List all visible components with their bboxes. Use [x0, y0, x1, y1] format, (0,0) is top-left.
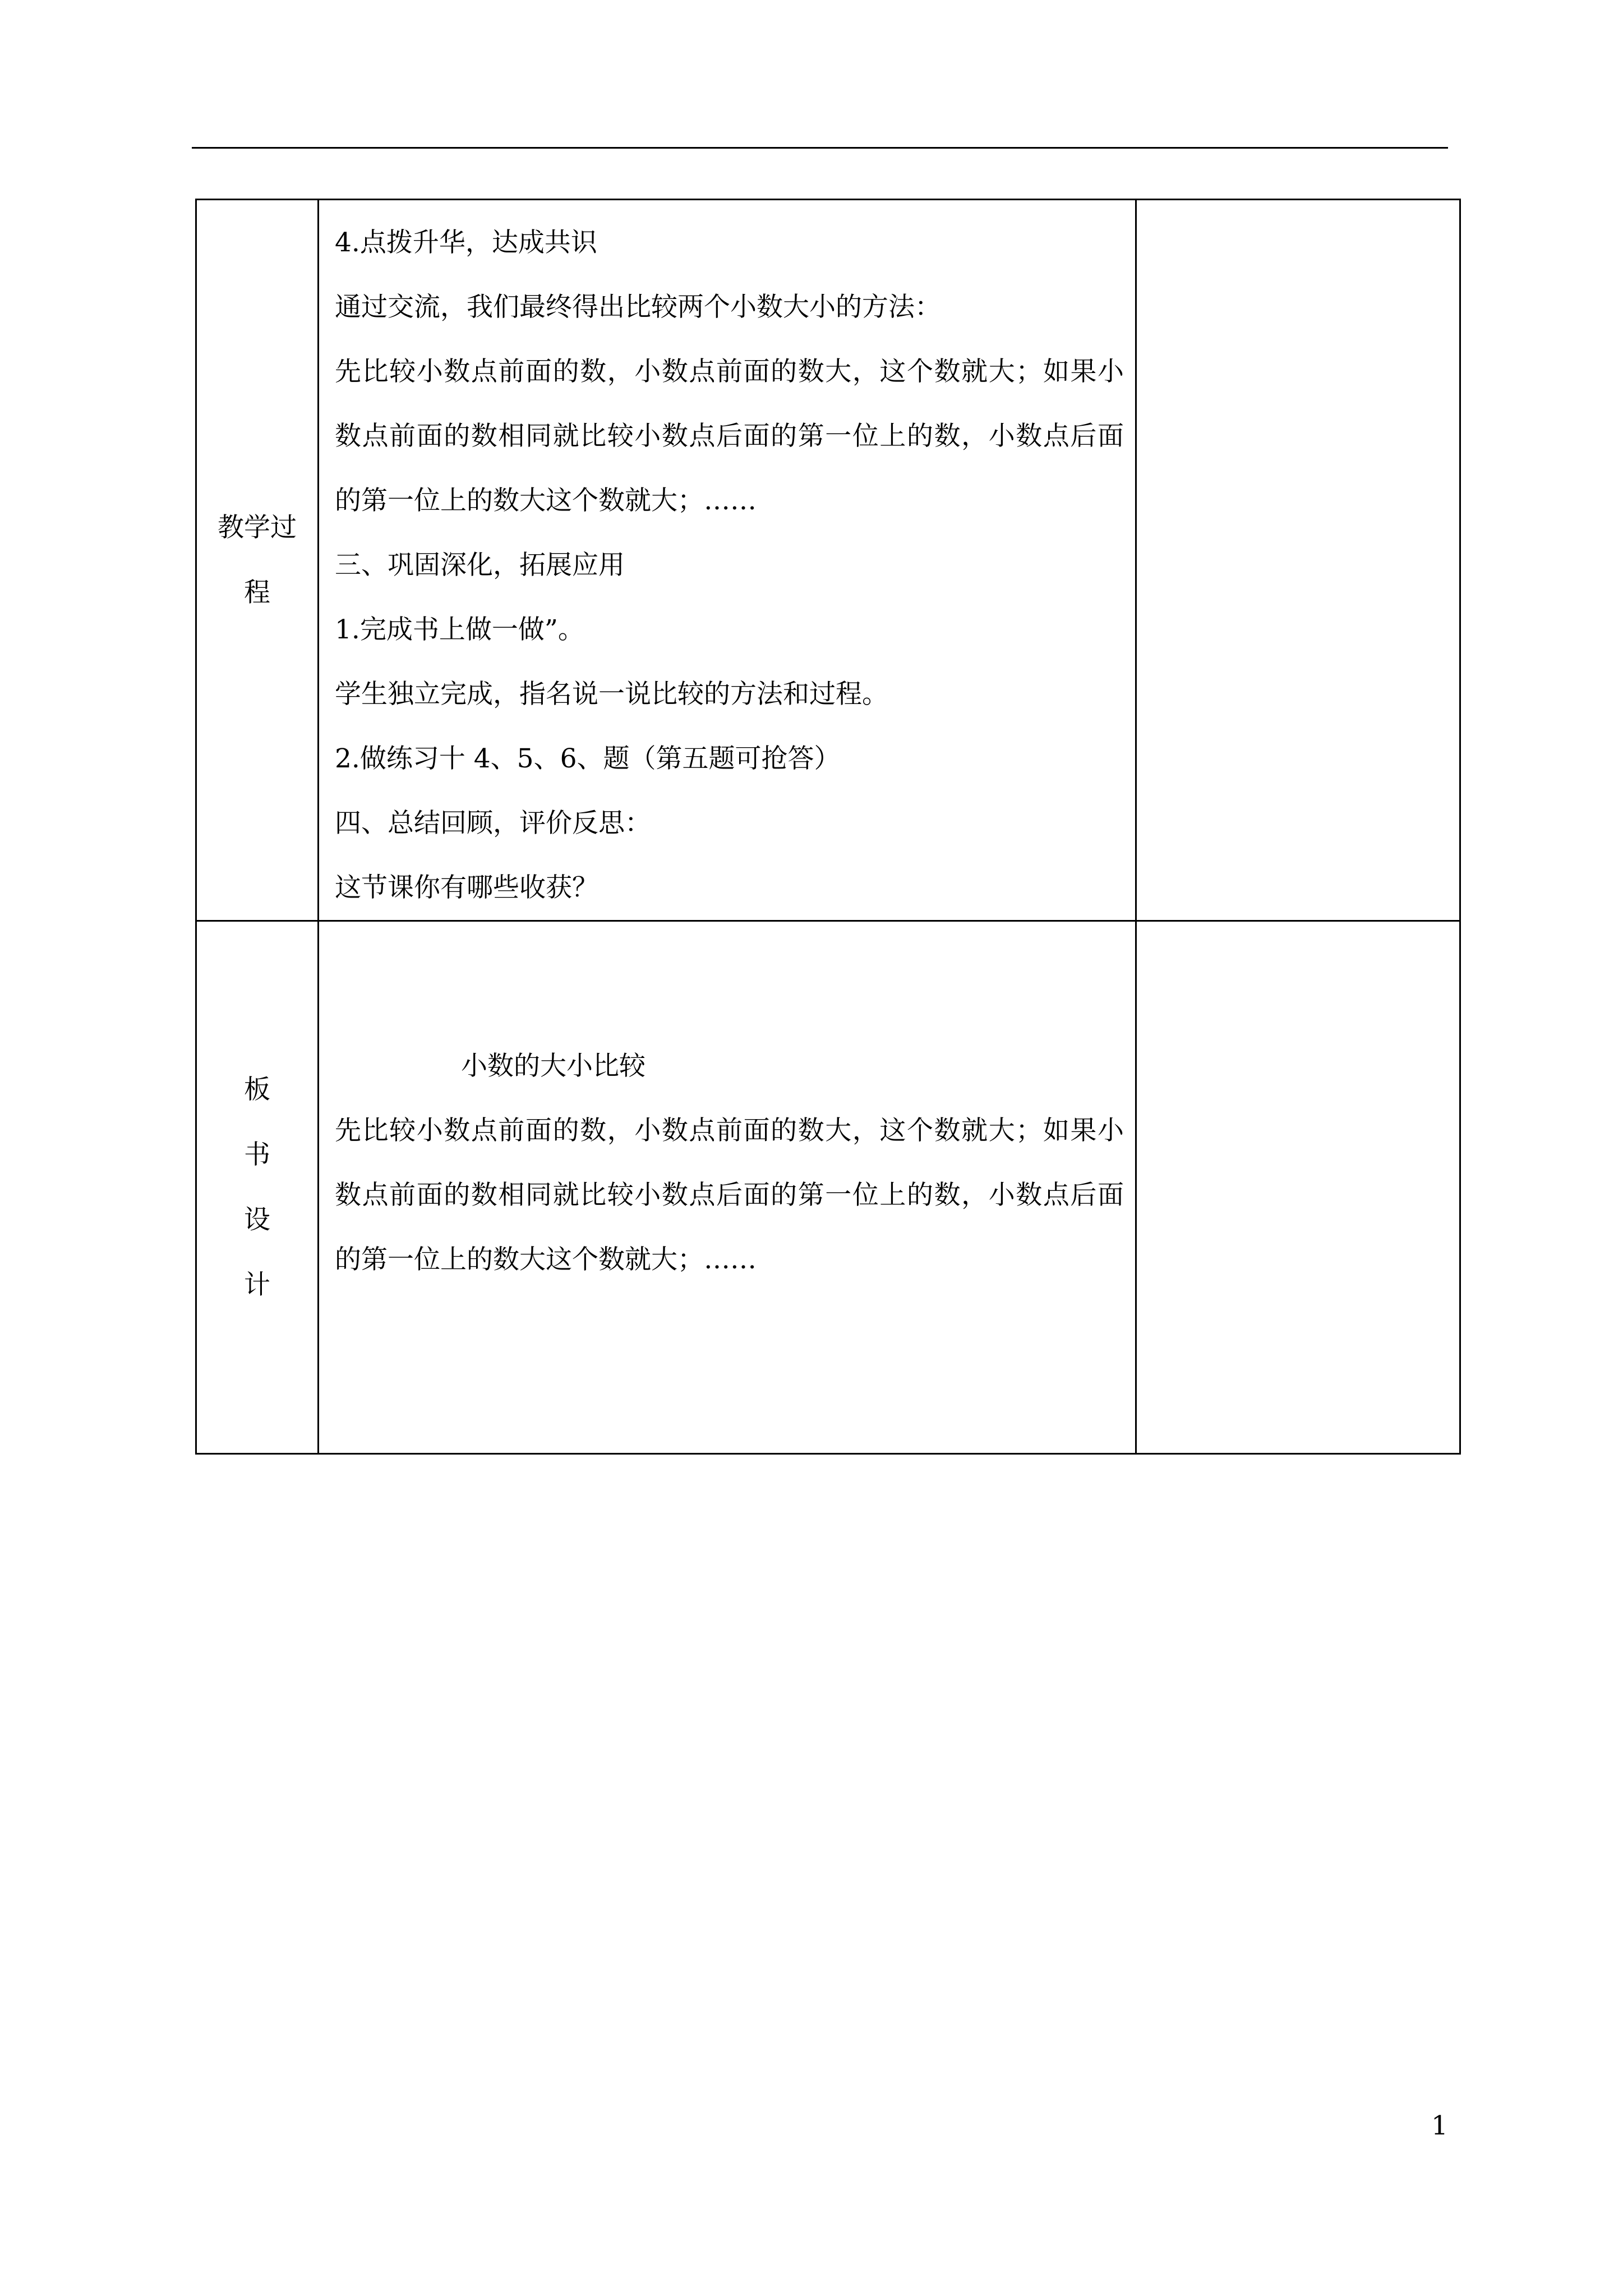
step-4-heading: 4.点拨升华，达成共识 [335, 227, 597, 258]
board-title: 小数的大小比较 [461, 1051, 645, 1082]
section-3-heading: 三、巩固深化，拓展应用 [335, 550, 625, 581]
method-intro: 通过交流，我们最终得出比较两个小数大小的方法： [335, 292, 941, 323]
page-number: 1 [1431, 2110, 1448, 2141]
board-design-label [196, 921, 319, 1454]
board-design-row [196, 921, 1460, 1454]
teaching-process-label-line1: 教学过 [218, 512, 297, 543]
board-design-notes [1136, 921, 1460, 1454]
board-design-label-char: 板 [244, 1074, 270, 1105]
teaching-process-row [196, 200, 1460, 921]
comparison-method-text: 先比较小数点前面的数，小数点前面的数大，这个数就大；如果小数点前面的数相同就比较小数点后面的第一位上的数，小数点后面的第一位上的数大这个数就大；…… [335, 356, 1124, 516]
teaching-process-label-line2: 程 [244, 577, 270, 608]
teaching-process-content [319, 200, 1136, 921]
reflection-question: 这节课你有哪些收获？ [335, 872, 598, 903]
board-design-label-char: 设 [244, 1204, 270, 1235]
header-rule [192, 147, 1448, 149]
section-4-heading: 四、总结回顾，评价反思： [335, 808, 651, 839]
board-design-label-char: 书 [244, 1139, 270, 1170]
teaching-process-notes [1136, 200, 1460, 921]
exercise-1: 1.完成书上做一做”。 [335, 614, 584, 645]
lesson-plan-table [195, 199, 1461, 1455]
board-design-label-char: 计 [244, 1269, 270, 1300]
exercise-1-note: 学生独立完成，指名说一说比较的方法和过程。 [335, 679, 888, 710]
board-method-text: 先比较小数点前面的数，小数点前面的数大，这个数就大；如果小数点前面的数相同就比较小数点后面的第一位上的数，小数点后面的第一位上的数大这个数就大；…… [335, 1115, 1124, 1275]
teaching-process-label [196, 200, 319, 921]
board-design-content [319, 921, 1136, 1454]
exercise-2: 2.做练习十 4、5、6、题（第五题可抢答） [335, 743, 841, 774]
